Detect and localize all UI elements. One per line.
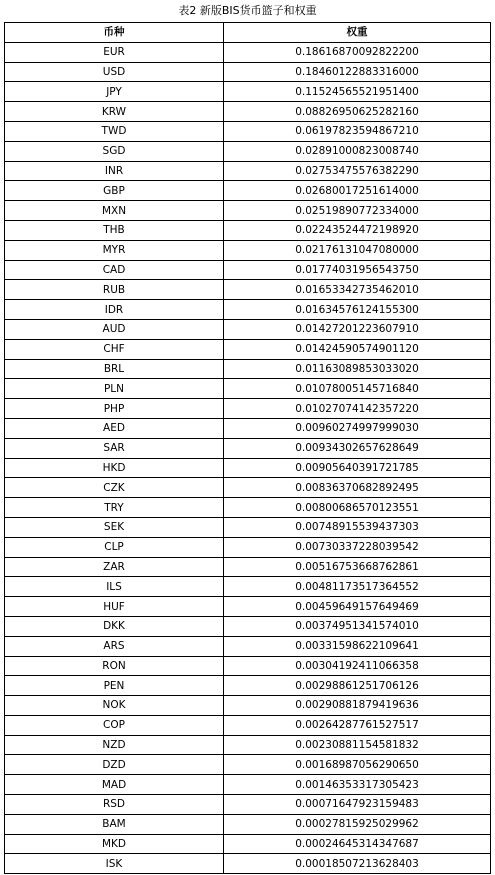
table-row: [5, 399, 491, 419]
currency-cell: CHF: [5, 339, 224, 359]
currency-cell: CZK: [5, 478, 224, 498]
weight-cell: 0.00374951341574010: [224, 616, 491, 636]
weight-cell: 0.00018507213628403: [224, 854, 491, 874]
weight-cell: 0.00024645314347687: [224, 834, 491, 854]
currency-cell: MKD: [5, 834, 224, 854]
table-row: [5, 696, 491, 716]
weight-cell: 0.02891000823008740: [224, 141, 491, 161]
weight-cell: 0.00481173517364552: [224, 577, 491, 597]
weight-cell: 0.06197823594867210: [224, 121, 491, 141]
table-row: [5, 240, 491, 260]
table-row: [5, 102, 491, 122]
currency-cell: ILS: [5, 577, 224, 597]
table-row: [5, 478, 491, 498]
weight-cell: 0.01634576124155300: [224, 300, 491, 320]
currency-weights-table: [4, 22, 491, 874]
table-row: [5, 537, 491, 557]
table-row: [5, 517, 491, 537]
table-row: [5, 260, 491, 280]
currency-cell: INR: [5, 161, 224, 181]
table-row: [5, 775, 491, 795]
table-row: [5, 795, 491, 815]
table-row: [5, 62, 491, 82]
weight-cell: 0.01078005145716840: [224, 379, 491, 399]
currency-cell: COP: [5, 715, 224, 735]
weight-cell: 0.01653342735462010: [224, 280, 491, 300]
weight-cell: 0.00146353317305423: [224, 775, 491, 795]
table-row: [5, 359, 491, 379]
weight-cell: 0.00905640391721785: [224, 458, 491, 478]
table-row: [5, 82, 491, 102]
currency-cell: SGD: [5, 141, 224, 161]
table-row: [5, 557, 491, 577]
weight-cell: 0.18616870092822200: [224, 42, 491, 62]
header-row: [5, 23, 491, 43]
weight-cell: 0.01774031956543750: [224, 260, 491, 280]
currency-cell: BAM: [5, 814, 224, 834]
currency-cell: DZD: [5, 755, 224, 775]
currency-cell: TRY: [5, 498, 224, 518]
weight-cell: 0.11524565521951400: [224, 82, 491, 102]
weight-cell: 0.00960274997999030: [224, 418, 491, 438]
currency-cell: MYR: [5, 240, 224, 260]
weight-cell: 0.02519890772334000: [224, 201, 491, 221]
table-row: [5, 220, 491, 240]
table-row: [5, 339, 491, 359]
table-row: [5, 715, 491, 735]
table-row: [5, 676, 491, 696]
weight-cell: 0.00836370682892495: [224, 478, 491, 498]
currency-cell: DKK: [5, 616, 224, 636]
table-row: [5, 42, 491, 62]
table-row: [5, 141, 491, 161]
table-row: [5, 458, 491, 478]
table-row: [5, 814, 491, 834]
weight-cell: 0.01427201223607910: [224, 319, 491, 339]
currency-cell: GBP: [5, 181, 224, 201]
table-row: [5, 735, 491, 755]
weight-cell: 0.01163089853033020: [224, 359, 491, 379]
currency-cell: RSD: [5, 795, 224, 815]
weight-cell: 0.18460122883316000: [224, 62, 491, 82]
table-title: 表2 新版BIS货币篮子和权重: [178, 4, 317, 17]
currency-cell: BRL: [5, 359, 224, 379]
currency-cell: EUR: [5, 42, 224, 62]
table-body: [5, 42, 491, 873]
weight-cell: 0.00230881154581832: [224, 735, 491, 755]
weight-cell: 0.00748915539437303: [224, 517, 491, 537]
currency-cell: CAD: [5, 260, 224, 280]
weight-cell: 0.00071647923159483: [224, 795, 491, 815]
currency-cell: ARS: [5, 636, 224, 656]
table-row: [5, 656, 491, 676]
currency-cell: ISK: [5, 854, 224, 874]
currency-cell: ZAR: [5, 557, 224, 577]
table-row: [5, 300, 491, 320]
table-header: [5, 23, 491, 43]
weight-cell: 0.00730337228039542: [224, 537, 491, 557]
currency-cell: THB: [5, 220, 224, 240]
table-row: [5, 280, 491, 300]
currency-cell: SAR: [5, 438, 224, 458]
currency-cell: HKD: [5, 458, 224, 478]
currency-cell: MAD: [5, 775, 224, 795]
weight-cell: 0.02753475576382290: [224, 161, 491, 181]
currency-cell: CLP: [5, 537, 224, 557]
currency-cell: RON: [5, 656, 224, 676]
table-row: [5, 616, 491, 636]
table-row: [5, 636, 491, 656]
currency-cell: JPY: [5, 82, 224, 102]
weight-cell: 0.00264287761527517: [224, 715, 491, 735]
currency-cell: MXN: [5, 201, 224, 221]
weight-cell: 0.01027074142357220: [224, 399, 491, 419]
currency-cell: TWD: [5, 121, 224, 141]
currency-cell: SEK: [5, 517, 224, 537]
weight-cell: 0.02243524472198920: [224, 220, 491, 240]
weight-cell: 0.00027815925029962: [224, 814, 491, 834]
weight-cell: 0.08826950625282160: [224, 102, 491, 122]
weight-cell: 0.00516753668762861: [224, 557, 491, 577]
weight-cell: 0.00459649157649469: [224, 597, 491, 617]
weight-cell: 0.02680017251614000: [224, 181, 491, 201]
currency-cell: AED: [5, 418, 224, 438]
currency-cell: RUB: [5, 280, 224, 300]
currency-cell: NZD: [5, 735, 224, 755]
table-row: [5, 597, 491, 617]
table-row: [5, 201, 491, 221]
table-row: [5, 755, 491, 775]
weight-cell: 0.00168987056290650: [224, 755, 491, 775]
table-row: [5, 498, 491, 518]
weight-cell: 0.00290881879419636: [224, 696, 491, 716]
header-weight: 权重: [224, 23, 491, 43]
currency-cell: KRW: [5, 102, 224, 122]
currency-cell: PHP: [5, 399, 224, 419]
table-row: [5, 121, 491, 141]
table-row: [5, 577, 491, 597]
currency-cell: USD: [5, 62, 224, 82]
currency-cell: IDR: [5, 300, 224, 320]
weight-cell: 0.00304192411066358: [224, 656, 491, 676]
weight-cell: 0.00298861251706126: [224, 676, 491, 696]
table-row: [5, 834, 491, 854]
header-currency: 币种: [5, 23, 224, 43]
weight-cell: 0.00800686570123551: [224, 498, 491, 518]
currency-cell: PLN: [5, 379, 224, 399]
table-row: [5, 854, 491, 874]
weight-cell: 0.00934302657628649: [224, 438, 491, 458]
table-row: [5, 161, 491, 181]
weight-cell: 0.02176131047080000: [224, 240, 491, 260]
table-row: [5, 181, 491, 201]
table-row: [5, 379, 491, 399]
weight-cell: 0.01424590574901120: [224, 339, 491, 359]
currency-cell: HUF: [5, 597, 224, 617]
weight-cell: 0.00331598622109641: [224, 636, 491, 656]
table-row: [5, 418, 491, 438]
table-row: [5, 438, 491, 458]
currency-cell: PEN: [5, 676, 224, 696]
currency-cell: NOK: [5, 696, 224, 716]
currency-cell: AUD: [5, 319, 224, 339]
table-row: [5, 319, 491, 339]
